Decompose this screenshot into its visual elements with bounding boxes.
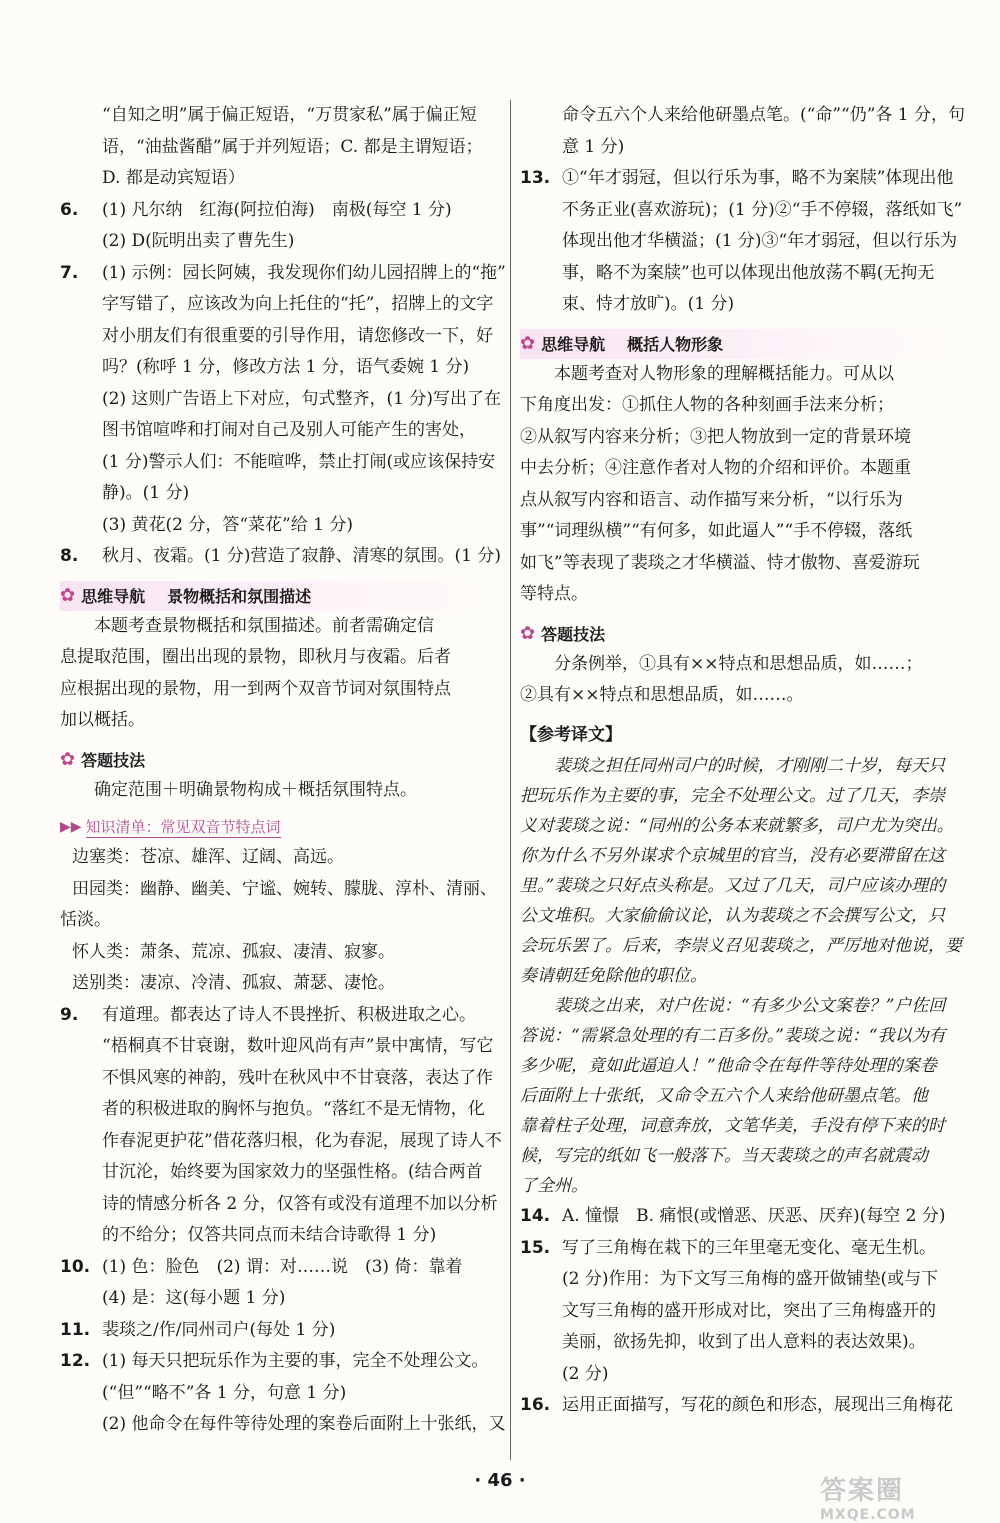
text-line: 对小朋友们有很重要的引导作用，请您修改一下，好 xyxy=(102,325,493,346)
question-number: 13. xyxy=(520,168,551,188)
text-line: 图书馆喧哗和打闹对自己及别人可能产生的害处， xyxy=(102,420,476,440)
text-line: (1) 凡尔纳 红海(阿拉伯海) 南极(每空 1 分) xyxy=(102,199,452,220)
text-line: (3) 黄花(2 分，答“菜花”给 1 分) xyxy=(102,514,353,535)
text-line: 裴琰之担任同州司户的时候，才刚刚二十岁，每天只 xyxy=(554,756,945,776)
text-line: (2) 这则广告语上下对应，句式整齐，(1 分)写出了在 xyxy=(102,388,501,409)
question-number: 9. xyxy=(60,1004,79,1025)
text-line: 美丽，欲扬先抑，收到了出人意料的表达效果)。 xyxy=(562,1332,926,1352)
question-13 xyxy=(520,163,963,321)
text-line: 靠着柱子处理，词意奔放，文笔华美，手没有停下来的时 xyxy=(520,1116,945,1136)
text-line: 了全州。 xyxy=(520,1176,588,1196)
text-line: 公文堆积。大家偷偷议论，认为裴琰之不会撰写公文，只 xyxy=(520,906,945,926)
text-line: 甘沉沦，始终要为国家效力的坚强性格。(结合两首 xyxy=(102,1162,483,1182)
text-line: 奏请朝廷免除他的职位。 xyxy=(520,966,707,986)
text-line: 候，写完的纸如飞一般落下。当天裴琰之的声名就震动 xyxy=(520,1146,928,1166)
text-line: 不务正业(喜欢游玩)；(1 分)②“手不停辍，落纸如飞” xyxy=(562,199,963,220)
text-line: 运用正面描写，写花的颜色和形态，展现出三角梅花 xyxy=(562,1395,953,1415)
answer-tips-header xyxy=(60,745,500,775)
question-10 xyxy=(60,1252,500,1315)
question-14 xyxy=(520,1201,960,1233)
text-line: 分条例举，①具有××特点和思想品质，如……； xyxy=(554,653,923,674)
text-line: 里。”裴琰之只好点头称是。又过了几天，司户应该办理的 xyxy=(520,876,946,896)
text-line: 答说：“需紧急处理的有二百多份。”裴琰之说：“我以为有 xyxy=(520,1026,946,1046)
text-line: 作春泥更护花”借花落归根，化为春泥，展现了诗人不 xyxy=(102,1130,502,1151)
text-line: 秋月、夜霜。(1 分)营造了寂静、清寒的氛围。(1 分) xyxy=(102,546,501,566)
question-12-continued xyxy=(520,100,966,163)
question-8 xyxy=(60,541,500,573)
section-label: 答题技法 xyxy=(541,625,606,644)
section-topic: 景物概括和氛围描述 xyxy=(167,587,312,606)
question-6 xyxy=(60,195,500,258)
text-line: 等特点。 xyxy=(520,584,588,604)
text-line: 裴琰之出来，对户佐说：“有多少公文案卷？”户佐回 xyxy=(554,996,946,1016)
reference-translation-header: 【参考译文】 xyxy=(520,724,622,745)
text-line: (2 分) xyxy=(562,1363,609,1384)
text-line: 下角度出发：①抓住人物的各种刻画手法来分析； xyxy=(520,395,894,415)
text-line: 后面附上十张纸，又命令五六个人来给他研墨点笔。他 xyxy=(520,1086,928,1106)
list-item: 边塞类：苍凉、雄浑、辽阔、高远。 xyxy=(72,847,344,867)
text-line: 不惧风寒的神韵，残叶在秋风中不甘衰落，表达了作 xyxy=(102,1067,493,1088)
text-line: 静)。(1 分) xyxy=(102,483,190,503)
text-line: 束、恃才放旷)。(1 分) xyxy=(562,294,735,314)
answer-tips-text xyxy=(520,649,960,712)
text-line: ②从叙写内容来分析；③把人物放到一定的背景环境 xyxy=(520,426,911,447)
text-line: (1) 每天只把玩乐作为主要的事，完全不处理公文。 xyxy=(102,1351,489,1371)
question-16 xyxy=(520,1390,960,1422)
question-number: 6. xyxy=(60,199,79,220)
answer-tips-header xyxy=(520,619,960,649)
flower-icon: ✿ xyxy=(60,749,76,770)
text-line: 体现出他才华横溢；(1 分)③“年才弱冠，但以行乐为 xyxy=(562,231,958,251)
left-column xyxy=(60,100,506,1441)
question-7 xyxy=(60,258,506,542)
text-line: 多少呢，竟如此逼迫人！”他命令在每件等待处理的案卷 xyxy=(520,1056,937,1076)
text-line: 本题考查景物概括和氛围描述。前者需确定信 xyxy=(94,615,434,636)
page-number: · 46 · xyxy=(474,1470,526,1491)
watermark-url: MXQE.COM xyxy=(820,1507,916,1523)
text-line: 的不给分；仅答共同点而未结合诗歌得 1 分) xyxy=(102,1225,437,1245)
text-line: 意 1 分) xyxy=(562,136,625,157)
text-line: 文写三角梅的盛开形成对比，突出了三角梅盛开的 xyxy=(562,1300,936,1321)
thinking-navigation-header xyxy=(60,581,500,611)
question-number: 12. xyxy=(60,1351,91,1371)
double-arrow-icon: ▶▶ xyxy=(60,819,82,835)
text-line: 点从叙写内容和语言、动作描写来分析，“以行乐为 xyxy=(520,489,903,510)
text-line: (1 分)警示人们：不能喧哗，禁止打闹(或应该保持安 xyxy=(102,451,496,472)
question-number: 16. xyxy=(520,1395,551,1415)
question-12 xyxy=(60,1346,506,1441)
column-divider xyxy=(510,100,511,1460)
flower-icon: ✿ xyxy=(520,333,536,354)
watermark-main: 答案圈 xyxy=(820,1476,905,1506)
text-line: 有道理。都表达了诗人不畏挫折、积极进取之心。 xyxy=(102,1004,476,1025)
question-9 xyxy=(60,1000,500,1252)
text-line: 者的积极进取的胸怀与抱负。“落红不是无情物，化 xyxy=(102,1099,485,1119)
text-line: (1) 示例：园长阿姨，我发现你们幼儿园招牌上的“拖” xyxy=(102,262,506,283)
flower-icon: ✿ xyxy=(60,585,76,606)
text-line: “梧桐真不甘衰谢，数叶迎风尚有声”景中寓情，写它 xyxy=(102,1036,494,1056)
list-item: 田园类：幽静、幽美、宁谧、婉转、朦胧、淳朴、清丽、 xyxy=(72,878,497,899)
thinking-navigation-header xyxy=(520,329,960,359)
list-item: 怀人类：萧条、荒凉、孤寂、凄清、寂寥。 xyxy=(72,941,395,962)
list-item: 恬淡。 xyxy=(60,910,111,930)
reference-translation-paragraph xyxy=(520,991,960,1201)
text-line: 吗？(称呼 1 分，修改方法 1 分，语气委婉 1 分) xyxy=(102,357,470,377)
text-line: 中去分析；④注意作者对人物的介绍和评价。本题重 xyxy=(520,458,911,478)
question-number: 7. xyxy=(60,262,79,283)
text-line: 你为什么不另外谋求个京城里的官当，没有必要滞留在这 xyxy=(520,846,945,866)
text-line: 事”“词理纵横”“有何多，如此逼人”“手不停辍，落纸 xyxy=(520,521,913,541)
text-line: D. 都是动宾短语） xyxy=(102,168,245,188)
question-number: 8. xyxy=(60,546,79,566)
flower-icon: ✿ xyxy=(520,623,536,644)
text-line: 命令五六个人来给他研墨点笔。(“命”“仍”各 1 分，句 xyxy=(562,105,966,125)
question-number: 11. xyxy=(60,1319,91,1340)
question-number: 14. xyxy=(520,1206,551,1226)
text-line: ②具有××特点和思想品质，如……。 xyxy=(520,685,804,705)
text-line: 确定范围＋明确景物构成＋概括氛围特点。 xyxy=(94,779,417,800)
text-line: 写了三角梅在栽下的三年里毫无变化、毫无生机。 xyxy=(562,1237,936,1258)
text-line: 如飞”等表现了裴琰之才华横溢、恃才傲物、喜爱游玩 xyxy=(520,552,920,573)
list-item: 送别类：凄凉、冷清、孤寂、萧瑟、凄怆。 xyxy=(72,973,395,993)
text-line: 息提取范围，圈出出现的景物，即秋月与夜霜。后者 xyxy=(60,647,451,667)
text-line: (2 分)作用：为下文写三角梅的盛开做铺垫(或与下 xyxy=(562,1269,939,1289)
knowledge-list-title: 知识清单：常见双音节特点词 xyxy=(85,818,281,836)
thinking-navigation-text xyxy=(60,611,500,737)
text-line: 义对裴琰之说：“同州的公务本来就繁多，司户尤为突出。 xyxy=(520,816,954,836)
section-label: 思维导航 xyxy=(81,587,146,606)
reference-translation-paragraph xyxy=(520,751,960,991)
knowledge-list-header xyxy=(60,812,500,842)
intro-text xyxy=(60,100,500,195)
section-topic: 概括人物形象 xyxy=(627,335,724,354)
text-line: 字写错了，应该改为向上托住的“托”，招牌上的文字 xyxy=(102,294,494,314)
text-line: 应根据出现的景物，用一到两个双音节词对氛围特点 xyxy=(60,678,451,699)
text-line: A. 憧憬 B. 痛恨(或憎恶、厌恶、厌弃)(每空 2 分) xyxy=(562,1206,946,1226)
text-line: (2) 他命令在每件等待处理的案卷后面附上十张纸，又 xyxy=(102,1414,506,1434)
thinking-navigation-text xyxy=(520,359,960,611)
question-number: 10. xyxy=(60,1256,91,1277)
text-line: (“但”“略不”各 1 分，句意 1 分) xyxy=(102,1382,347,1403)
answer-tips-text xyxy=(60,775,500,807)
text-line: 把玩乐作为主要的事，完全不处理公文。过了几天，李崇 xyxy=(520,786,945,806)
question-11 xyxy=(60,1315,500,1347)
text-line: 会玩乐罢了。后来，李崇义召见裴琰之，严厉地对他说，要 xyxy=(520,936,962,956)
watermark-logo xyxy=(820,1470,980,1523)
text-line: 语，“油盐酱醋”属于并列短语；C. 都是主谓短语； xyxy=(102,136,483,157)
knowledge-list xyxy=(60,842,500,1000)
right-column xyxy=(520,100,966,1422)
text-line: 诗的情感分析各 2 分，仅答有或没有道理不加以分析 xyxy=(102,1193,498,1214)
text-line: 裴琰之/作/同州司户(每处 1 分) xyxy=(102,1319,336,1340)
section-label: 思维导航 xyxy=(541,335,606,354)
text-line: “自知之明”属于偏正短语，“万贯家私”属于偏正短 xyxy=(102,105,477,125)
text-line: (4) 是：这(每小题 1 分) xyxy=(102,1288,286,1308)
question-number: 15. xyxy=(520,1237,551,1258)
text-line: 加以概括。 xyxy=(60,710,145,730)
section-label: 答题技法 xyxy=(81,751,146,770)
text-line: 事，略不为案牍”也可以体现出他放荡不羁(无拘无 xyxy=(562,262,935,283)
text-line: 本题考查对人物形象的理解概括能力。可从以 xyxy=(554,363,894,384)
text-line: (2) D(阮明出卖了曹先生) xyxy=(102,231,295,251)
question-15 xyxy=(520,1233,960,1391)
text-line: (1) 色：脸色 (2) 谓：对……说 (3) 倚：靠着 xyxy=(102,1256,463,1277)
text-line: ①“年才弱冠，但以行乐为事，略不为案牍”体现出他 xyxy=(562,168,954,188)
